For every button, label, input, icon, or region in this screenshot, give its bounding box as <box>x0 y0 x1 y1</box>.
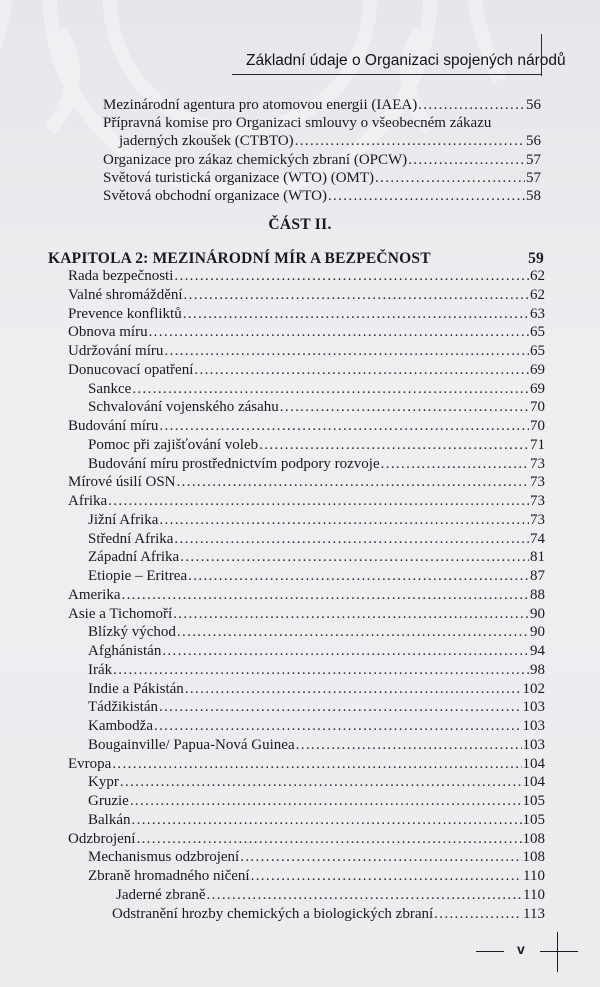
toc-entry-page: 71 <box>530 436 545 453</box>
toc-entry <box>68 605 545 623</box>
toc-entry-label: Obnova míru <box>68 324 148 341</box>
leader-dots <box>120 773 522 791</box>
toc-entry <box>103 187 541 205</box>
leader-dots <box>183 305 529 323</box>
toc-entry <box>68 755 545 773</box>
leader-dots <box>113 661 529 679</box>
leader-dots <box>408 151 525 169</box>
toc-entry-page: 98 <box>530 661 545 678</box>
toc-entry-page: 81 <box>530 549 545 566</box>
toc-entry-page: 90 <box>530 605 545 622</box>
leader-dots <box>296 736 522 754</box>
leader-dots <box>194 361 529 379</box>
leader-dots <box>162 642 529 660</box>
leader-dots <box>112 755 521 773</box>
toc-entry-page: 56 <box>526 97 541 113</box>
toc-entry <box>88 623 545 641</box>
toc-entry-label: Odstranění hrozby chemických a biologických zbraní <box>112 905 434 922</box>
toc-entry <box>68 830 545 848</box>
toc-entry-label: Mechanismus odzbrojení <box>88 849 240 866</box>
toc-entry-page: 94 <box>530 643 545 659</box>
toc-entry-page: 105 <box>522 811 545 828</box>
toc-entry-label: Amerika <box>68 586 121 603</box>
toc-entry-label: Jižní Afrika <box>88 511 159 528</box>
toc-entry-label: Světová turistická organizace (WTO) (OMT) <box>103 170 375 186</box>
toc-entry <box>88 455 545 473</box>
leader-dots <box>177 623 529 641</box>
leader-dots <box>295 132 525 150</box>
toc-entry-label: Střední Afrika <box>88 530 174 547</box>
toc-entry-page: 113 <box>523 905 545 922</box>
toc-entry-page: 108 <box>522 830 545 847</box>
toc-entry <box>68 361 545 379</box>
toc-entry-label: Afrika <box>68 493 108 509</box>
toc-entry-page: 70 <box>530 399 545 416</box>
chapter-heading <box>48 250 544 268</box>
toc-entry-label: Udržování míru <box>68 343 164 359</box>
toc-entry <box>88 736 545 754</box>
toc-entry-label: Odzbrojení <box>68 830 136 847</box>
leader-dots <box>375 169 525 187</box>
toc-entry-page: 73 <box>530 511 545 528</box>
toc-entry-label: Prevence konfliktů <box>68 305 182 322</box>
leader-dots <box>121 586 529 604</box>
toc-entry-page: 73 <box>530 493 545 509</box>
toc-entry-page: 73 <box>530 474 545 491</box>
toc-entry <box>116 886 545 904</box>
toc-entry <box>88 792 545 810</box>
toc-entry <box>68 342 545 360</box>
toc-entry <box>88 511 545 529</box>
toc-entry-label: Mezinárodní agentura pro atomovou energii (IAEA) <box>103 97 418 113</box>
leader-dots <box>418 96 525 114</box>
toc-entry-label: Budování míru prostřednictvím podpory rozvoje <box>88 455 380 472</box>
toc-entry-page: 74 <box>530 530 545 547</box>
leader-dots <box>173 605 529 623</box>
toc-entry <box>88 717 545 735</box>
toc-entry-page: 88 <box>530 586 545 603</box>
toc-entry-page: 102 <box>522 680 545 697</box>
leader-dots <box>159 417 529 435</box>
toc-entry <box>88 398 545 416</box>
toc-entry <box>88 811 545 829</box>
toc-entry-page: 58 <box>526 188 541 204</box>
toc-entry-label: Asie a Tichomoří <box>68 605 173 622</box>
toc-entry <box>68 586 545 604</box>
toc-entry-label: Schvalování vojenského zásahu <box>88 399 279 416</box>
crop-mark-horizontal <box>540 951 578 952</box>
toc-entry-label: Západní Afrika <box>88 549 180 566</box>
toc-entry-label: Bougainville/ Papua-Nová Guinea <box>88 736 295 753</box>
toc-entry-page: 90 <box>530 624 545 641</box>
toc-entry-page: 70 <box>530 418 545 434</box>
leader-dots <box>132 380 529 398</box>
toc-entry <box>119 132 541 150</box>
toc-entry-label: Gruzie <box>88 793 129 809</box>
leader-dots <box>159 698 522 716</box>
header-rule <box>232 74 542 75</box>
toc-entry-page: 57 <box>526 152 541 168</box>
toc-entry <box>68 286 545 304</box>
toc-entry-label: Kambodža <box>88 718 153 734</box>
toc-entry-label: Etiopie – Eritrea <box>88 568 188 584</box>
toc-entry-page: 87 <box>530 568 545 584</box>
leader-dots <box>185 680 522 698</box>
toc-entry <box>103 169 541 187</box>
toc-entry <box>88 661 545 679</box>
toc-entry-page: 104 <box>522 774 545 791</box>
toc-entry-label: Balkán <box>88 811 131 828</box>
leader-dots <box>136 830 521 848</box>
leader-dots <box>154 717 522 735</box>
toc-entry-page: 69 <box>530 380 545 397</box>
running-header: Základní údaje o Organizaci spojených národů <box>246 52 566 69</box>
leader-dots <box>174 530 529 548</box>
toc-entry-label: Přípravná komise pro Organizaci smlouvy o všeobecném zákazu <box>103 115 492 131</box>
toc-entry <box>88 380 545 398</box>
toc-entry <box>88 867 545 885</box>
leader-dots <box>251 867 522 885</box>
toc-entry <box>68 305 545 323</box>
toc-entry <box>88 436 545 454</box>
toc-entry <box>68 323 545 341</box>
leader-dots <box>240 848 521 866</box>
toc-entry <box>88 680 545 698</box>
toc-entry <box>88 530 545 548</box>
leader-dots <box>180 548 529 566</box>
toc-entry-label: Pomoc při zajišťování voleb <box>88 436 259 453</box>
toc-entry <box>103 96 541 114</box>
toc-entry-page: 103 <box>522 736 545 753</box>
footer-page-number: v <box>517 941 525 957</box>
toc-entry <box>68 473 545 491</box>
toc-entry-page: 65 <box>530 324 545 341</box>
toc-entry-label: Valné shromáždění <box>68 286 183 303</box>
leader-dots <box>159 511 529 529</box>
leader-dots <box>280 398 529 416</box>
toc-entry-page: 69 <box>530 361 545 378</box>
toc-entry-page: 110 <box>523 868 545 884</box>
toc-entry <box>88 548 545 566</box>
toc-entry <box>88 642 545 660</box>
leader-dots <box>188 567 529 585</box>
toc-entry-page: 62 <box>530 268 545 284</box>
leader-dots <box>207 886 523 904</box>
toc-entry-label: Jaderné zbraně <box>116 886 206 903</box>
toc-entry-page: 57 <box>526 170 541 186</box>
toc-entry-page: 108 <box>522 849 545 866</box>
leader-dots <box>108 492 529 510</box>
toc-entry <box>68 492 545 510</box>
leader-dots <box>177 473 529 491</box>
leader-dots <box>381 455 529 473</box>
part-heading: ČÁST II. <box>268 216 332 233</box>
toc-entry <box>68 417 545 435</box>
toc-entry <box>88 773 545 791</box>
toc-entry <box>88 698 545 716</box>
toc-entry-label: jaderných zkoušek (CTBTO) <box>119 133 294 149</box>
toc-entry-label: Evropa <box>68 755 112 772</box>
toc-entry-label: Organizace pro zákaz chemických zbraní (OPCW) <box>103 152 408 168</box>
toc-entry-label: Budování míru <box>68 418 159 434</box>
chapter-title: KAPITOLA 2: MEZINÁRODNÍ MÍR A BEZPEČNOST <box>48 250 431 267</box>
toc-entry-label: Tádžikistán <box>88 699 158 716</box>
toc-entry-label: Kypr <box>88 774 119 791</box>
toc-entry <box>112 905 545 923</box>
toc-entry-page: 56 <box>526 133 541 149</box>
toc-entry-label: Zbraně hromadného ničení <box>88 868 250 884</box>
leader-dots <box>149 323 529 341</box>
leader-dots <box>184 286 529 304</box>
leader-dots <box>132 811 522 829</box>
toc-entry-page: 65 <box>530 343 545 359</box>
toc-entry <box>88 848 545 866</box>
toc-entry-page: 63 <box>530 305 545 322</box>
crop-mark-vertical <box>557 932 558 972</box>
toc-entry-label: Světová obchodní organizace (WTO) <box>103 188 327 204</box>
leader-dots <box>130 792 522 810</box>
leader-dots <box>174 267 529 285</box>
toc-entry-label: Rada bezpečnosti <box>68 268 174 284</box>
toc-entry-label: Afghánistán <box>88 643 162 659</box>
toc-entry-page: 62 <box>530 286 545 303</box>
toc-entry <box>103 151 541 169</box>
toc-entry-page: 105 <box>522 793 545 809</box>
toc-entry-page: 104 <box>522 755 545 772</box>
toc-entry-label: Indie a Pákistán <box>88 680 184 697</box>
toc-entry-label: Mírové úsilí OSN <box>68 474 176 491</box>
toc-entry-label: Donucovací opatření <box>68 361 194 378</box>
footer-dash <box>476 951 504 952</box>
toc-entry <box>68 267 545 285</box>
toc-entry-label: Blízký východ <box>88 624 176 641</box>
toc-entry <box>88 567 545 585</box>
toc-entry-label: Irák <box>88 661 113 678</box>
toc-entry-page: 103 <box>522 699 545 716</box>
leader-dots <box>328 187 525 205</box>
toc-entry-page: 103 <box>522 718 545 734</box>
chapter-page: 59 <box>528 250 544 267</box>
leader-dots <box>259 436 529 454</box>
toc-entry-page: 73 <box>530 455 545 472</box>
leader-dots <box>434 905 522 923</box>
toc-entry-page: 110 <box>523 886 545 903</box>
toc-entry-label: Sankce <box>88 380 132 397</box>
leader-dots <box>164 342 529 360</box>
